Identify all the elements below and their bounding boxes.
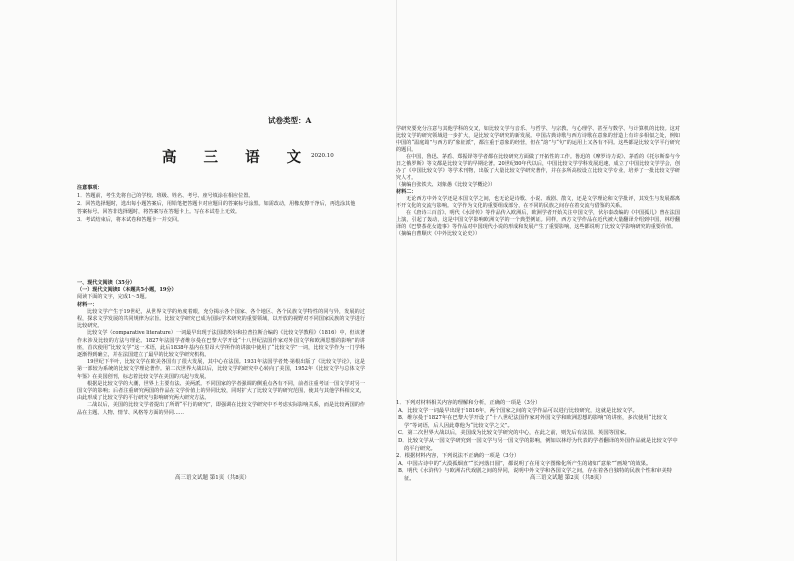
source-citation: （摘编自张铁夫、刘象愚《比较文学概论》） — [396, 182, 496, 188]
questions — [396, 400, 680, 484]
paragraph: 比较文学（comparative literature）一词最早出现于法国诺埃尔和拉普拉斯合编的《比较文学教程》（1816）中，但该著作未涉及比较的方法与理论。1827年法国学者维尔曼在巴黎大学开设“十八世纪法国作家对外国文学和欧洲思想的影响”的讲座，首次使用“比较文学”这一术语，此后1838年基内在里昂大学所作的讲演中使用了“比较文学”一词，比较文学作为一门学科逐渐得到确立，并在法国建立了最早的比较文学研究机构。 — [77, 330, 365, 359]
material-continued — [396, 126, 680, 238]
paragraph: 在《唐诗三百首》、明代《水浒传》等作品传入欧洲后，欧洲学者开始关注中国文学，伏尔泰改编的《中国孤儿》曾在法国上演，引起了轰动，这是中国文学影响欧洲文学的一个典型例证。同样，西方文学作品在近代被大量翻译介绍到中国，林纾翻译的《巴黎茶花女遗事》等作品对中国现代小说的形成和发展产生了重要影响，这些都说明了比较文学影响研究的重要价值。 — [396, 210, 680, 230]
paragraph: 无论西方中外文学还是本国文学之间，也无论是诗歌、小说、戏剧、散文，还是文学理论和文学批评，其发生与发展都离不开文化的交流与影响。文学作为文化的重要组成部分，在不同的民族之间存在着交流与借鉴的关系。 — [396, 196, 680, 209]
option: A．比较文学一词最早出现于1816年，两个国家之间的文学作品可以进行比较研究，这就是比较文学。 — [398, 407, 638, 414]
notice-heading: 注意事项： — [77, 185, 103, 191]
material-one-label: 材料一： — [77, 301, 98, 308]
notice-item: 3．考试结束后，将本试卷和答题卡一并交回。 — [77, 217, 183, 224]
material-two-label: 材料二： — [396, 189, 417, 195]
paragraph: 19世纪下半叶，比较文学在欧美各国有了很大发展，其中心在法国。1931年法国学者梵·第根出版了《比较文学论》，这是第一部较为系统的比较文学理论著作。第二次世界大战以后，比较文学的研究中心转向了美国，1952年《比较文学与总体文学年鉴》在美国创刊，标志着比较文学在美国的兴起与发展。 — [77, 359, 365, 380]
option: B．维尔曼于1827年在巴黎大学开设了“十八世纪法国作家对外国文学和欧洲思想的影响”的讲座，多次使用“比较文学”等词语，后人因此尊他为“比较文学之父”。 — [398, 415, 668, 429]
exam-date: 2020.10 — [311, 153, 334, 159]
paragraph: 比较文学产生于19世纪，从世界文学的角度着眼，充分揭示各个国家、各个地区、各个民族文学特性的同与异，发展的过程，探求文学发展的共同规律为宗旨。比较文学研究已成为国际学术研究的重要领域，以开放的视野对不同国家民族的文学进行比较研究。 — [77, 308, 365, 330]
paragraph: 二战以后，美国的比较文学者提出了所谓“平行的研究”，即强调在比较文学研究中不考虑实际影响关系，而是比较两国的作品在主题、人物、情节、风格等方面的异同…… — [77, 402, 365, 416]
paragraph: 在中国，鲁迅、茅盾、郑振铎等学者都在比较研究方面做了开拓性的工作。鲁迅的《摩罗诗力说》、茅盾的《托尔斯泰与今日之俄罗斯》等文都是比较文学的早期论著。20世纪80年代以后，中国比较文学学科发展迅速，成立了中国比较文学学会，创办了《中国比较文学》等学术刊物，出版了大量比较文学研究著作，并在多所高校设立比较文学专业，培养了一批比较文学研究人才。 — [396, 154, 680, 181]
reading-section — [77, 280, 365, 417]
option: B．明代《水浒传》与欧洲古代戏剧之间的异同，说明中外文学和各国文学之间，存在着各自独特的民族个性和审美特征。 — [398, 468, 673, 482]
paragraph: 学研究要充分注意与其他学科的交叉，如比较文学与音乐、与哲学、与宗教、与心理学、甚至与数学、与计算机的比较。这对比较文学的研究领域进一步扩大，是比较文学研究的新发展。中国古典诗歌与西方诗歌在意象的营造上有许多相似之处，例如中国的“温庭筠”与西方的“象征派”，都注重于意象的经营，但在“韵”与“句”的运用上又各有不同。这些都是比较文学平行研究的题目。 — [396, 126, 680, 153]
section-heading: 一、现代文阅读（35分） — [77, 280, 136, 286]
page-footer-left: 高三语文试题 第1页（共8页） — [175, 475, 250, 481]
paragraph: 根据是比较文学的大潮，世界上主要有法、美两派。不同国家的学者强调的侧重点各有不同，前者注重考证一国文学对另一国文学的影响；后者注重研究两国的作品在文学价值上的异同比较，同时扩大了比较文学的研究范围，使其与其他学科相交叉，由此形成了比较文学的平行研究与影响研究两大研究方法。 — [77, 380, 365, 402]
notice-block — [77, 184, 357, 224]
option: A．中国古诗中的“大漠孤烟直”“长河落日圆”，都说明了在用文字图像化所产生的诸如“意象”“画境”的效果。 — [398, 460, 652, 467]
source-citation: （摘编自曹顺庆《中外比较文论史》） — [396, 231, 481, 237]
page-title: 高 三 语 文 — [162, 149, 313, 166]
option: D．比较文学从一国文学研究到一国文学与另一国文学的影响，例如以林纾为代表的学者翻译的外国作品就是比较文学中的平行研究。 — [398, 437, 678, 452]
option: C．第二次世界大战以后，美国成为比较文学研究的中心，在此之前，则先后有法国、英国等国家。 — [398, 430, 630, 437]
notice-item: 2．回答选择题时，选出每小题答案后，用铅笔把答题卡对应题目的答案标号涂黑。如需改动，用橡皮擦干净后，再选涂其他答案标号。回答非选择题时，将答案写在答题卡上。写在本试卷上无效。 — [77, 201, 356, 216]
page-footer-right: 高三语文试题 第2页（共8页） — [530, 475, 605, 481]
exam-type: 试卷类型：A — [268, 116, 312, 125]
section-instruction: 阅读下面的文字，完成1～5题。 — [77, 294, 150, 301]
notice-item: 1．答题前，考生先将自己的学校、班级、姓名、考号、座号填涂在相应位置。 — [77, 193, 254, 200]
section-subheading: （一）现代文阅读Ⅰ（本题共5小题，19分） — [77, 287, 177, 294]
question-1: 1．下列对材料相关内容的理解和分析，正确的一项是（3分） — [396, 400, 541, 406]
question-2: 2．根据材料内容，下列说法不正确的一项是（3分） — [396, 453, 520, 460]
